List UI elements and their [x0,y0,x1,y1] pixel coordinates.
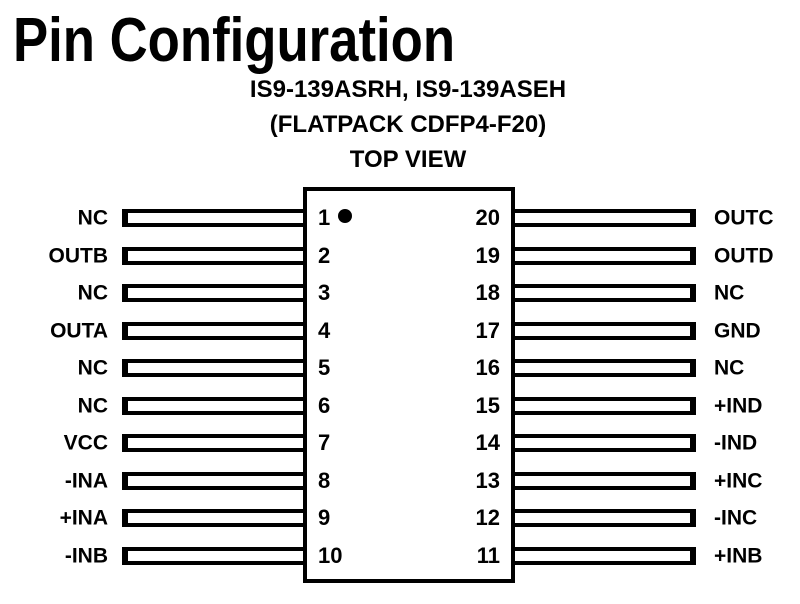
pin-right-lead [515,434,696,452]
pin-row [0,199,800,237]
pin-left-lead [122,547,303,565]
pin-right-lead [515,397,696,415]
pin-left-number: 5 [318,355,331,381]
pin-right-lead [515,209,696,227]
pin-row [0,499,800,537]
pin-right-number: 19 [475,242,500,268]
pin-left-label: +INA [59,506,108,530]
pin-row [0,537,800,575]
pin-right-lead [515,284,696,302]
pin-row [0,349,800,387]
pin-left-label: NC [77,281,108,305]
pin-row [0,237,800,275]
pin-right-lead [515,359,696,377]
pin-left-number: 2 [318,242,331,268]
pin-right-lead [515,509,696,527]
pin-right-number: 13 [475,467,500,493]
pin-left-lead [122,284,303,302]
pin-right-label: NC [714,281,745,305]
pin-row [0,274,800,312]
pin-right-lead [515,472,696,490]
pin-right-label: +INC [714,469,763,493]
pin-right-label: +IND [714,394,763,418]
pin-left-label: -INB [64,544,108,568]
pin-left-number: 8 [318,467,331,493]
pin-left-lead [122,472,303,490]
pin-right-lead [515,247,696,265]
chip-subtitle [250,72,566,177]
pin-left-label: -INA [64,469,108,493]
pin-right-number: 14 [475,430,500,456]
pin-left-label: NC [77,356,108,380]
pin-right-number: 17 [475,317,500,343]
pin-right-label: OUTD [714,244,774,268]
pin-left-lead [122,322,303,340]
pin-right-label: -INC [714,506,758,530]
pin-left-label: NC [77,206,108,230]
pin-right-number: 20 [475,205,500,230]
pin-left-number: 1 [318,205,331,230]
pin-right-label: GND [714,319,761,343]
pin-right-number: 12 [475,505,500,531]
pin-right-number: 11 [476,542,500,568]
pin-right-lead [515,322,696,340]
pin-left-label: NC [77,394,108,418]
pin-left-lead [122,397,303,415]
pin-right-lead [515,547,696,565]
pin-right-number: 18 [475,280,500,306]
pin-right-label: -IND [714,431,758,455]
pin-left-label: VCC [63,431,108,455]
package-name: (FLATPACK CDFP4-F20) [269,111,547,138]
page-title: Pin Configuration [13,6,456,75]
pin-right-label: OUTC [714,206,774,230]
part-numbers: IS9-139ASRH, IS9-139ASEH [249,76,567,103]
pin-left-number: 6 [318,392,331,418]
pin-row [0,387,800,425]
pin-right-number: 15 [475,392,500,418]
pin-left-number: 9 [318,505,331,531]
pin-left-label: OUTA [50,319,108,343]
pin-left-number: 7 [318,430,331,456]
pin-left-lead [122,209,303,227]
pin-left-lead [122,434,303,452]
pin1-indicator-dot-icon [338,209,352,223]
pin-left-label: OUTB [48,244,108,268]
pin-left-number: 4 [318,317,331,343]
pin-left-lead [122,247,303,265]
pin-left-number: 3 [318,280,331,306]
view-label: TOP VIEW [349,146,467,173]
pin-row [0,312,800,350]
pin-left-lead [122,509,303,527]
pin-right-label: +INB [714,544,763,568]
pin-left-lead [122,359,303,377]
pin-row [0,424,800,462]
pin-right-label: NC [714,356,745,380]
pin-row [0,462,800,500]
pin-right-number: 16 [475,355,500,381]
pin-left-number: 10 [318,542,343,568]
